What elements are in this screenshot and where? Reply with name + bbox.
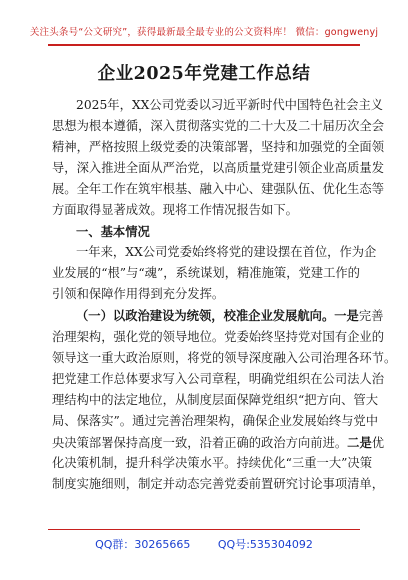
paragraph-text: 完善 bbox=[358, 309, 384, 324]
paragraph-text: 央决策部署保持高度一致，沿着正确的政治方向前进。 bbox=[52, 435, 348, 450]
point-marker: 一是 bbox=[334, 308, 359, 324]
paragraph-line: 精神，严格按照上级党委的决策部署，坚持和加强党的全面领 bbox=[52, 140, 385, 155]
subsection-heading: （一）以政治建设为统领，校准企业发展航向。 bbox=[76, 308, 335, 324]
footer-contact bbox=[0, 536, 408, 552]
qq-number: QQ号:535304092 bbox=[217, 538, 313, 551]
paragraph-line: 导，深入推进全面从严治党，以高质量党建引领企业高质量发 bbox=[52, 161, 385, 176]
document-title: 企业2025年党建工作总结 bbox=[97, 64, 311, 84]
header-divider bbox=[48, 44, 360, 46]
paragraph-line: 制度实施细则，制定并动态完善党委前置研究讨论事项清单， bbox=[52, 476, 385, 491]
paragraph-text: 优 bbox=[371, 435, 385, 450]
paragraph-line: 一年来，XX公司党委始终将党的建设摆在首位，作为企 bbox=[76, 245, 377, 260]
paragraph-line: 思想为根本遵循，深入贯彻落实党的二十大及二十届历次全会 bbox=[52, 119, 385, 134]
paragraph-line: 业发展的“根”与“魂”，系统谋划，精准施策，党建工作的 bbox=[52, 266, 360, 281]
paragraph-line: 领导这一重大政治原则，将党的领导深度融入公司治理各环节。 bbox=[52, 350, 397, 365]
paragraph-line bbox=[52, 432, 385, 453]
qq-group: QQ群：30265665 bbox=[95, 538, 191, 551]
paragraph-line: 理结构中的法定地位，从制度层面保障党组织“把方向、管大 bbox=[52, 392, 379, 407]
section-heading: 一、基本情况 bbox=[76, 224, 150, 240]
footer-divider bbox=[48, 529, 360, 530]
paragraph-line: 化决策机制，提升科学决策水平。持续优化“三重一大”决策 bbox=[52, 455, 372, 470]
point-marker: 二是 bbox=[347, 434, 372, 450]
paragraph-line: 局、保落实”。通过完善治理架构，确保企业发展始终与党中 bbox=[52, 413, 379, 428]
header-banner: 关注头条号“公文研究”，获得最新最全最专业的公文资料库！ 微信：gongwenyj bbox=[29, 27, 379, 38]
paragraph-line: 2025年，XX公司党委以习近平新时代中国特色社会主义 bbox=[76, 98, 384, 112]
document-body bbox=[52, 95, 397, 495]
paragraph-line: 展。全年工作在筑牢根基、融入中心、建强队伍、优化生态等 bbox=[52, 182, 385, 197]
paragraph-line: 把党建工作总体要求写入公司章程，明确党组织在公司法人治 bbox=[52, 371, 385, 386]
paragraph-line: 治理架构，强化党的领导地位。党委始终坚持党对国有企业的 bbox=[52, 329, 385, 344]
subsection-line bbox=[52, 305, 384, 326]
paragraph-line: 方面取得显著成效。现将工作情况报告如下。 bbox=[52, 203, 298, 218]
paragraph-line: 引领和保障作用得到充分发挥。 bbox=[52, 287, 225, 302]
